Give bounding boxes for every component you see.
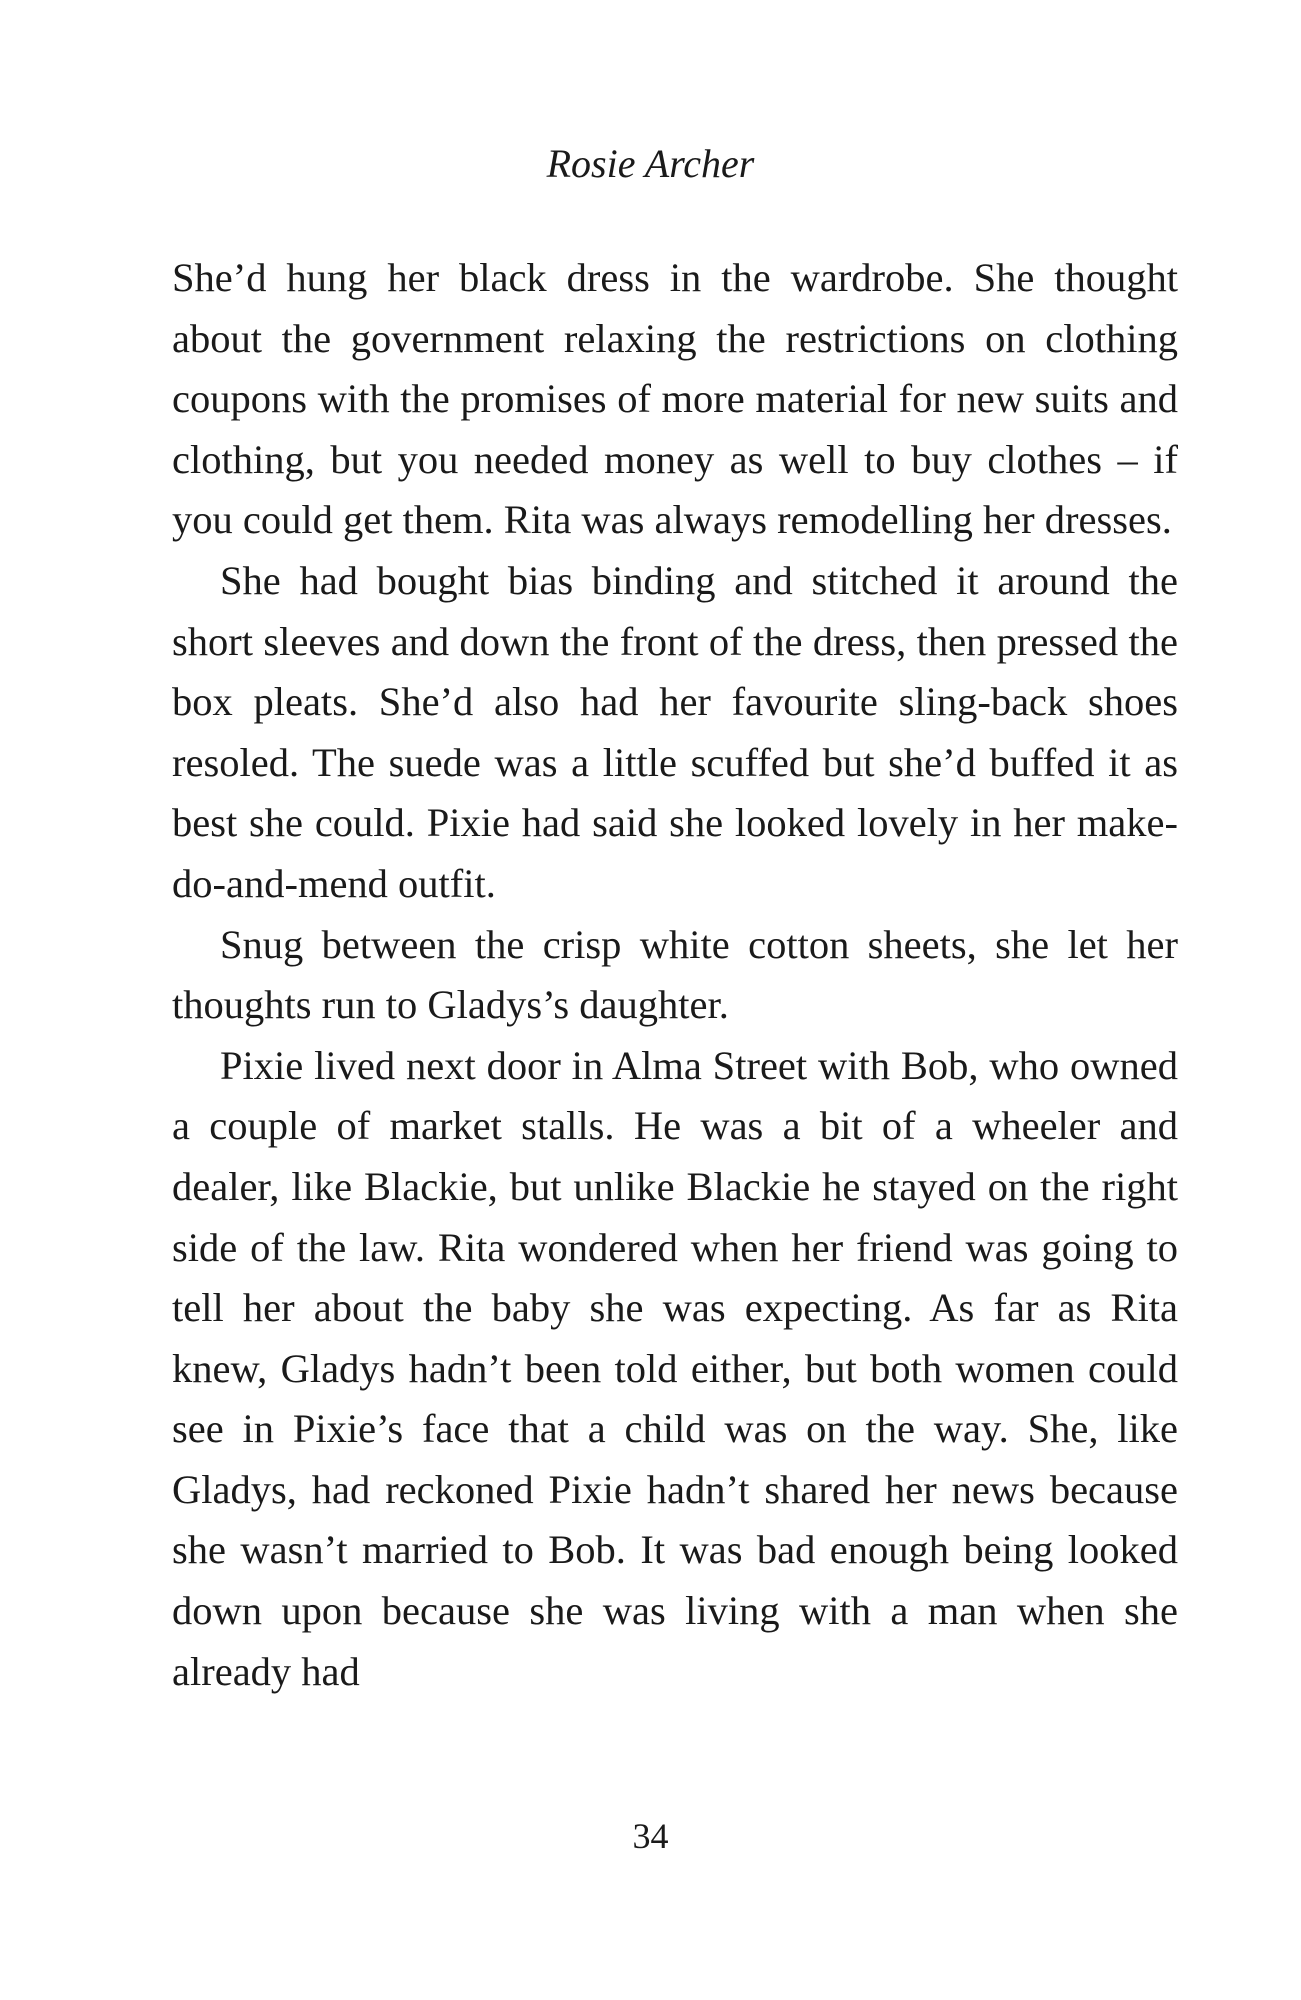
running-head: Rosie Archer [546,141,755,186]
paragraph-3: Snug between the crisp white cotton sheets, she let her thoughts run to Gladys’s daughter. [172,921,1178,1028]
page-number: 34 [632,1816,669,1856]
paragraph-1: She’d hung her black dress in the wardrobe. She thought about the government relaxing the restrictions on clothing coupons with the promises of more material for new suits and clothing, but you needed money as well to buy clothes – if you could get them. Rita was always remodelling her dresses. [172,255,1178,543]
body-text [172,248,1178,1702]
paragraph-4: Pixie lived next door in Alma Street with Bob, who owned a couple of market stalls. He was a bit of a wheeler and dealer, like Blackie, but unlike Blackie he stayed on the right side of the law. Rita wondered when her friend was going to tell her about the baby she was expecting. As far as Rita knew, Gladys hadn’t been told either, but both women could see in Pixie’s face that a child was on the way. She, like Gladys, had reckoned Pixie hadn’t shared her news because she wasn’t married to Bob. It was bad enough being looked down upon because she was living with a man when she already had [172,1042,1178,1694]
paragraph-2: She had bought bias binding and stitched it around the short sleeves and down the front of the dress, then pressed the box pleats. She’d also had her favourite sling-back shoes resoled. The suede was a little scuffed but she’d buffed it as best she could. Pixie had said she looked lovely in her make-do-and-mend outfit. [172,557,1178,906]
